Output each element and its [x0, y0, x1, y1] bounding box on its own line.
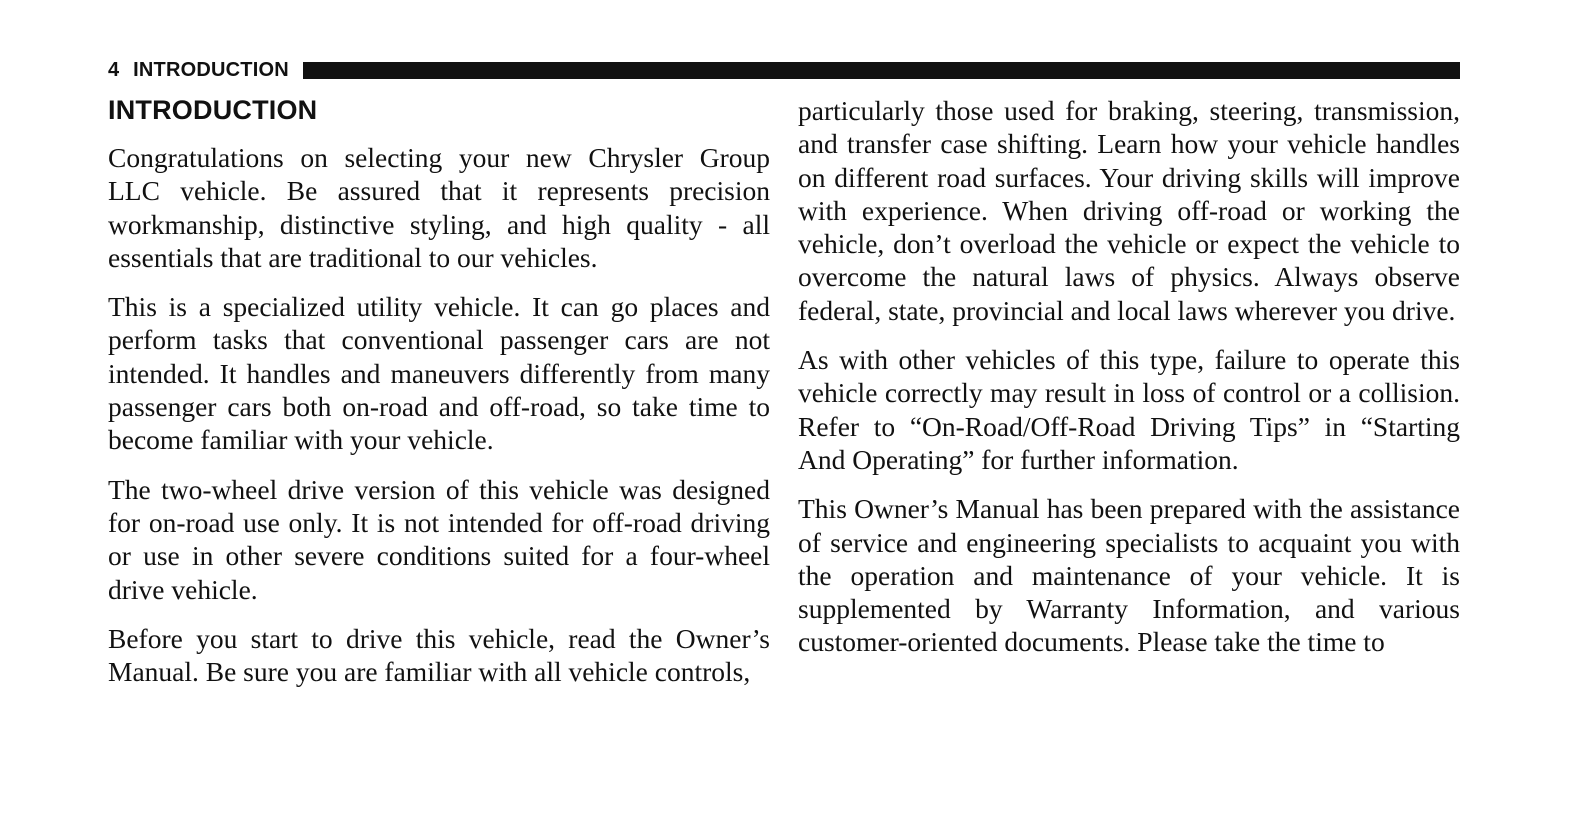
- running-header: [108, 58, 1460, 82]
- left-column: [108, 92, 770, 704]
- paragraph: This is a specialized utility vehicle. It can go places and perform tasks that conventional passenger cars are not intended. It handles and maneuvers differently from many passenger cars both on-road and off-road, so take time to become familiar with your vehicle.: [108, 291, 770, 456]
- page-number: 4: [108, 58, 120, 81]
- paragraph: The two-wheel drive version of this vehicle was designed for on-road use only. It is not intended for off-road driving or use in other severe conditions suited for a four-wheel drive vehicle.: [108, 473, 770, 605]
- right-column: [798, 94, 1460, 675]
- section-heading: INTRODUCTION: [108, 95, 318, 125]
- paragraph: This Owner’s Manual has been prepared with the assistance of service and engineering specialists to acquaint you with the operation and maintenance of your vehicle. It is supplemented by Warranty Information, and various customer-oriented documents. Please take the time to: [798, 493, 1460, 658]
- paragraph: As with other vehicles of this type, failure to operate this vehicle correctly may result in loss of control or a collision. Refer to “On-Road/Off-Road Driving Tips” in “Starting And Operating” for further information.: [798, 344, 1460, 475]
- paragraph: Congratulations on selecting your new Chrysler Group LLC vehicle. Be assured that it represents precision workmanship, distinctive styling, and high quality - all essentials that are traditional to our vehicles.: [108, 142, 770, 273]
- header-rule: [303, 62, 1460, 79]
- paragraph: Before you start to drive this vehicle, read the Owner’s Manual. Be sure you are familiar with all vehicle controls,: [108, 622, 770, 688]
- running-section-title: INTRODUCTION: [133, 58, 289, 81]
- paragraph: particularly those used for braking, steering, transmission, and transfer case shifting. Learn how your vehicle handles on different road surfaces. Your driving skills will improve with experience. When driving off-road or working the vehicle, don’t overload the vehicle or expect the vehicle to overcome the natural laws of physics. Always observe federal, state, provincial and local laws wherever you drive.: [798, 95, 1460, 326]
